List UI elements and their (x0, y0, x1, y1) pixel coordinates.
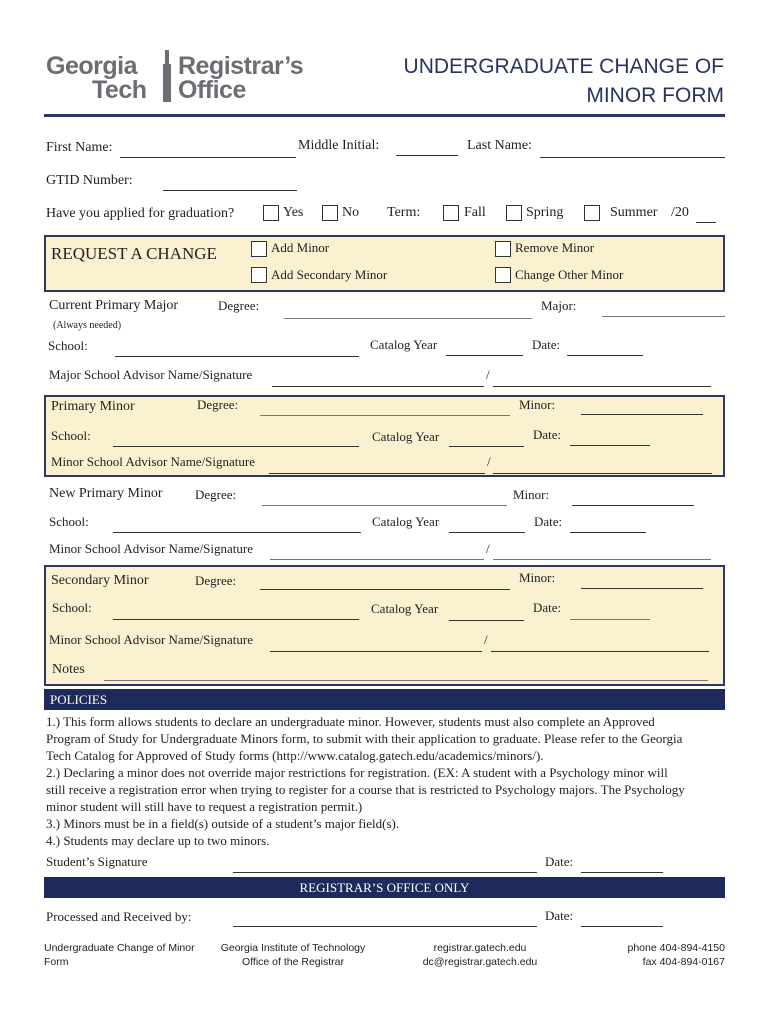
add-minor-checkbox[interactable] (251, 241, 267, 257)
secondary-minor-degree-field[interactable] (260, 589, 510, 590)
always-needed-note: (Always needed) (53, 320, 122, 331)
new-minor-advisor-signature-field[interactable] (493, 559, 711, 560)
no-label: No (342, 205, 360, 220)
major-catalog-year-label: Catalog Year (370, 337, 438, 352)
new-minor-degree-label: Degree: (195, 487, 237, 502)
new-minor-advisor-name-field[interactable] (270, 559, 484, 560)
processed-by-label: Processed and Received by: (46, 909, 192, 924)
graduation-yes-checkbox[interactable] (263, 205, 279, 221)
major-degree-field[interactable] (284, 318, 532, 319)
new-minor-date-label: Date: (534, 514, 563, 529)
secondary-minor-date-label: Date: (533, 600, 562, 615)
secondary-minor-catalog-label: Catalog Year (371, 601, 439, 616)
footer-form-name-line1: Undergraduate Change of Minor (44, 942, 195, 954)
change-other-minor-label: Change Other Minor (515, 267, 624, 282)
major-label: Major: (541, 298, 577, 313)
form-title-line2: MINOR FORM (586, 84, 724, 107)
policy-line: Tech Catalog for Approved of Study forms (http://www.catalog.gatech.edu/academics/minors/). (46, 748, 544, 763)
policy-line: 4.) Students may declare up to two minors. (46, 833, 270, 848)
logo-georgia: Georgia (46, 52, 137, 80)
policies-title: POLICIES (50, 692, 108, 707)
secondary-minor-field[interactable] (581, 588, 703, 589)
policy-line: 1.) This form allows students to declare an undergraduate minor. However, students must also complete an Approved (46, 714, 655, 729)
footer-form-name-line2: Form (44, 956, 69, 968)
primary-minor-label: Minor: (519, 397, 556, 412)
student-date-label: Date: (545, 854, 574, 869)
primary-minor-degree-label: Degree: (197, 397, 239, 412)
first-name-field[interactable] (120, 157, 296, 158)
logo-office: Office (178, 76, 246, 104)
processed-by-field[interactable] (233, 926, 537, 927)
remove-minor-checkbox[interactable] (495, 241, 511, 257)
policies-text (46, 713, 736, 849)
last-name-field[interactable] (540, 157, 725, 158)
primary-minor-advisor-name-field[interactable] (269, 473, 485, 474)
primary-minor-advisor-slash: / (487, 454, 491, 469)
current-major-title: Current Primary Major (49, 298, 179, 313)
primary-minor-catalog-field[interactable] (449, 446, 524, 447)
major-field[interactable] (602, 316, 725, 317)
gtid-field[interactable] (163, 190, 297, 191)
secondary-minor-school-label: School: (52, 600, 92, 615)
primary-minor-advisor-signature-field[interactable] (493, 473, 712, 474)
primary-minor-school-field[interactable] (113, 446, 359, 447)
footer-phone: phone 404-894-4150 (627, 942, 725, 954)
new-minor-catalog-field[interactable] (449, 532, 525, 533)
student-signature-label: Student’s Signature (46, 854, 148, 869)
processed-date-field[interactable] (581, 926, 663, 927)
policy-line: 2.) Declaring a minor does not override major restrictions for registration. (EX: A student with a Psychology minor will (46, 765, 668, 780)
footer-fax: fax 404-894-0167 (642, 956, 725, 968)
footer-organization (215, 941, 371, 969)
secondary-minor-degree-label: Degree: (195, 573, 237, 588)
last-name-label: Last Name: (467, 138, 532, 153)
major-advisor-name-field[interactable] (272, 386, 484, 387)
new-minor-degree-field[interactable] (262, 505, 507, 506)
primary-minor-degree-field[interactable] (260, 415, 510, 416)
add-secondary-minor-checkbox[interactable] (251, 267, 267, 283)
secondary-minor-advisor-signature-field[interactable] (491, 651, 709, 652)
footer-form-name (44, 941, 195, 969)
major-school-field[interactable] (115, 356, 359, 357)
term-summer-checkbox[interactable] (584, 205, 600, 221)
summer-label: Summer (610, 205, 658, 220)
secondary-minor-advisor-name-field[interactable] (270, 651, 482, 652)
header-rule (44, 114, 725, 117)
new-minor-advisor-slash: / (486, 541, 490, 556)
logo-registrars: Registrar’s (178, 52, 304, 80)
footer-contact-phone (627, 941, 725, 969)
new-minor-label: Minor: (513, 487, 550, 502)
major-advisor-label: Major School Advisor Name/Signature (49, 367, 253, 382)
student-signature-field[interactable] (233, 872, 537, 873)
secondary-minor-label: Minor: (519, 570, 556, 585)
add-minor-label: Add Minor (271, 240, 330, 255)
notes-label: Notes (52, 662, 85, 677)
primary-minor-title: Primary Minor (51, 399, 135, 414)
secondary-minor-advisor-slash: / (484, 632, 488, 647)
add-secondary-minor-label: Add Secondary Minor (271, 267, 388, 282)
graduation-no-checkbox[interactable] (322, 205, 338, 221)
major-advisor-signature-field[interactable] (493, 386, 711, 387)
form-title (404, 52, 724, 110)
logo-tech: Tech (92, 76, 147, 104)
new-minor-catalog-label: Catalog Year (372, 514, 440, 529)
term-label: Term: (387, 205, 421, 220)
secondary-minor-catalog-field[interactable] (449, 620, 524, 621)
footer-website-link[interactable]: registrar.gatech.edu (433, 942, 527, 954)
registrar-only-title: REGISTRAR’S OFFICE ONLY (299, 880, 470, 895)
new-minor-advisor-label: Minor School Advisor Name/Signature (49, 541, 254, 556)
policy-line: still receive a registration error when trying to register for a course that is restricted to Psychology majors. The Psychology (46, 782, 685, 797)
student-date-field[interactable] (581, 872, 663, 873)
secondary-minor-date-field[interactable] (570, 619, 650, 620)
policy-line: minor student will still have to request a registration permit.) (46, 799, 363, 814)
request-change-title: REQUEST A CHANGE (51, 244, 217, 263)
year-prefix: /20 (671, 205, 689, 220)
footer-org-line1: Georgia Institute of Technology (220, 942, 366, 954)
primary-minor-advisor-label: Minor School Advisor Name/Signature (51, 454, 256, 469)
secondary-minor-school-field[interactable] (113, 619, 359, 620)
major-school-label: School: (48, 338, 88, 353)
primary-minor-school-label: School: (51, 428, 91, 443)
major-degree-label: Degree: (218, 298, 260, 313)
secondary-minor-advisor-label: Minor School Advisor Name/Signature (49, 632, 254, 647)
processed-date-label: Date: (545, 908, 574, 923)
secondary-minor-title: Secondary Minor (51, 573, 149, 588)
tech-tower-icon (160, 50, 174, 102)
major-advisor-slash: / (486, 367, 490, 382)
form-title-line1: UNDERGRADUATE CHANGE OF (403, 55, 724, 78)
gtid-label: GTID Number: (46, 173, 133, 188)
footer-contact-web (410, 941, 550, 969)
new-primary-minor-title: New Primary Minor (49, 486, 163, 501)
remove-minor-label: Remove Minor (515, 240, 595, 255)
first-name-label: First Name: (46, 140, 113, 155)
primary-minor-date-field[interactable] (570, 445, 650, 446)
change-other-minor-checkbox[interactable] (495, 267, 511, 283)
major-date-field[interactable] (567, 355, 643, 356)
major-catalog-year-field[interactable] (446, 355, 523, 356)
notes-field[interactable] (104, 680, 708, 681)
policy-line: 3.) Minors must be in a field(s) outside of a student’s major field(s). (46, 816, 400, 831)
primary-minor-field[interactable] (581, 414, 703, 415)
term-spring-checkbox[interactable] (506, 205, 522, 221)
yes-label: Yes (283, 205, 304, 220)
middle-initial-field[interactable] (396, 155, 458, 156)
policies-header (44, 689, 725, 710)
footer-email-link[interactable]: dc@registrar.gatech.edu (422, 956, 538, 968)
fall-label: Fall (464, 205, 486, 220)
new-minor-school-field[interactable] (113, 532, 361, 533)
term-fall-checkbox[interactable] (443, 205, 459, 221)
policy-line: Program of Study for Undergraduate Minors form, to submit with their application to graduate. Please refer to the Georgia (46, 731, 683, 746)
graduation-question: Have you applied for graduation? (46, 206, 235, 221)
primary-minor-catalog-label: Catalog Year (372, 429, 440, 444)
year-field[interactable] (696, 222, 716, 223)
primary-minor-date-label: Date: (533, 427, 562, 442)
spring-label: Spring (526, 205, 564, 220)
new-minor-date-field[interactable] (570, 532, 646, 533)
registrar-only-header (44, 877, 725, 898)
new-minor-field[interactable] (572, 505, 694, 506)
middle-initial-label: Middle Initial: (298, 138, 380, 153)
major-date-label: Date: (532, 337, 561, 352)
footer-org-line2: Office of the Registrar (242, 956, 344, 968)
new-minor-school-label: School: (49, 514, 89, 529)
